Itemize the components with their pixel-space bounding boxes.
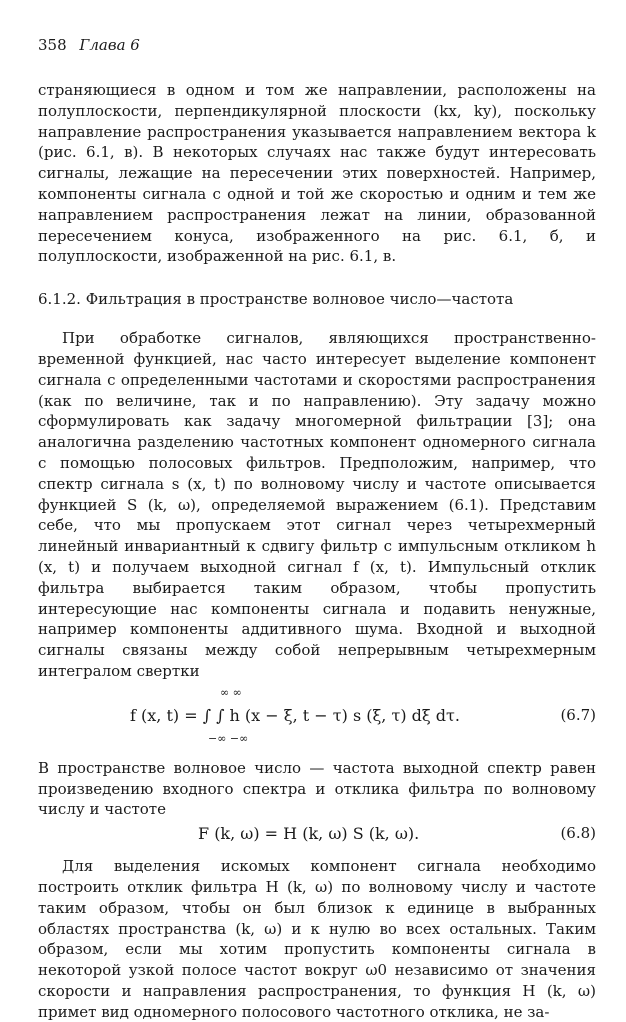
equation-6-8-expression: F (k, ω) = H (k, ω) S (k, ω).: [198, 824, 420, 844]
paragraph-3: В пространстве волновое число — частота выходной спектр равен произведению входного спектра и отклика фильтра по волновому числу и частоте: [38, 758, 596, 819]
page-number: 358: [38, 36, 67, 54]
paragraph-4: Для выделения искомых компонент сигнала необходимо построить отклик фильтра H (k, ω) по волновому числу и частоте таким образом, чтобы он был близок к единице в выбранных областях пространства (k, ω) и к нулю во всех остальных. Таким образом, если мы хотим пропустить компоненты сигнала в некоторой узкой полосе частот вокруг ω0 независимо от значения скорости и направления распространения, то функция H (k, ω) примет вид одномерного полосового частотного отклика, не за-: [38, 857, 596, 1021]
paragraph-1: страняющиеся в одном и том же направлении, расположены на полуплоскости, перпендикулярной плоскости (kx, ky), поскольку направление распространения указывается направлением вектора k (рис. 6.1, в). В некоторых случаях нас также будут интересовать сигналы, лежащие на пересечении этих поверхностей. Например, компоненты сигнала с одной и той же скоростью и одним и тем же направлением распространения лежат на линии, образованной пересечением конуса, изображенного на рис. 6.1, б, и полуплоскости, изображенной на рис. 6.1, в.: [38, 81, 596, 266]
equation-6-7: [38, 686, 596, 752]
section-title: 6.1.2. Фильтрация в пространстве волновое число—частота: [38, 290, 514, 309]
equation-6-7-expression: f (x, t) = ∫ ∫ h (x − ξ, t − τ) s (ξ, τ) dξ dτ.: [130, 705, 460, 725]
equation-6-8: [38, 822, 596, 850]
integral-lower-limits: −∞ −∞: [208, 731, 249, 745]
integral-upper-limits: ∞ ∞: [220, 685, 242, 699]
page-header: [38, 36, 596, 54]
page: [38, 36, 596, 1022]
paragraph-2: При обработке сигналов, являющихся пространственно-временной функцией, нас часто интересует выделение компонент сигнала с определенными частотами и скоростями распространения (как по величине, так и по направлению). Эту задачу можно сформулировать как задачу многомерной фильтрации [3]; она аналогична разделению частотных компонент одномерного сигнала с помощью полосовых фильтров. Предположим, например, что спектр сигнала s (x, t) по волновому числу и частоте описывается функцией S (k, ω), определяемой выражением (6.1). Представим себе, что мы пропускаем этот сигнал через четырехмерный линейный инвариантный к сдвигу фильтр с импульсным откликом h (x, t) и получаем выходной сигнал f (x, t). Импульсный отклик фильтра выбирается таким образом, чтобы пропустить интересующие нас компоненты сигнала и подавить ненужные, например компоненты аддитивного шума. Входной и выходной сигналы связаны между собой непрерывным четырехмерным интегралом свертки: [38, 329, 596, 680]
chapter-title: Глава 6: [79, 36, 140, 54]
equation-6-7-number: (6.7): [560, 705, 596, 724]
equation-6-8-number: (6.8): [560, 824, 596, 843]
